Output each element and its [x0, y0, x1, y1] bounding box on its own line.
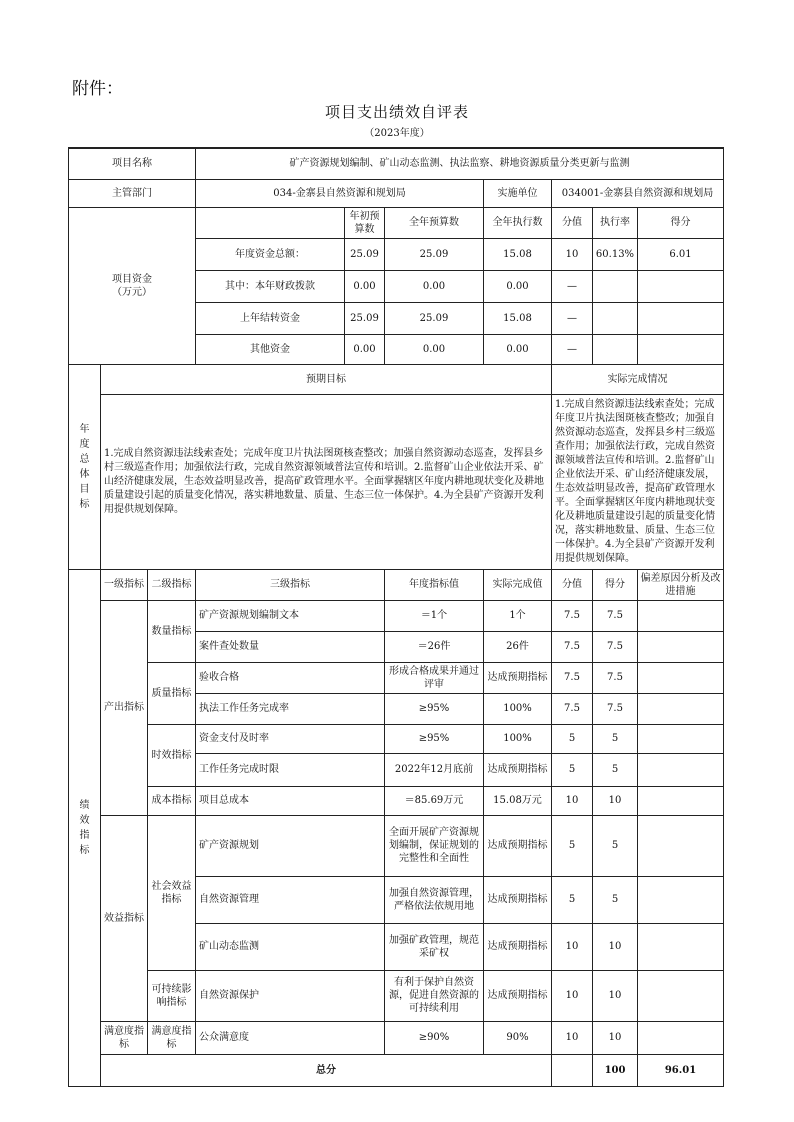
- total-blank: [552, 1054, 593, 1086]
- indicator-actual: 达成预期指标: [484, 753, 552, 786]
- funds-annual: 25.09: [385, 238, 484, 270]
- project-name-label: 项目名称: [69, 148, 196, 179]
- indicator-target: 加强自然资源管理，严格依法依规用地: [385, 876, 484, 923]
- goals-content-row: [69, 394, 724, 569]
- funds-rate: [593, 334, 638, 364]
- indicator-row: [69, 786, 724, 815]
- funds-score-value: —: [552, 302, 593, 334]
- indicator-value: 10: [552, 923, 593, 970]
- indicator-score: 7.5: [593, 662, 638, 693]
- indicator-name: 验收合格: [196, 662, 385, 693]
- indicator-name: 矿山动态监测: [196, 923, 385, 970]
- indicator-deviation: [638, 1021, 724, 1054]
- level2-quality: 质量指标: [148, 662, 196, 724]
- actual-goal-text: 1.完成自然资源违法线索查处；完成年度卫片执法图斑核查整改；加强自然资源动态巡查，发挥县乡村三级巡查作用；加强依法行政，完成自然资源领域普法宣传和培训。2.监督矿山企业依法开采、矿山经济健康发展，生态效益明显改善，提高矿政管理水平。全面掌握辖区年度内耕地现状变化及耕地质量建设引起的质量变化情况，落实耕地数量、质量、生态三位一体保护。4.为全县矿产资源开发利用提供规划保障。: [552, 394, 724, 569]
- indicator-score: 10: [593, 923, 638, 970]
- funds-executed: 15.08: [484, 238, 552, 270]
- indicator-deviation: [638, 815, 724, 876]
- header-deviation: 偏差原因分析及改进措施: [638, 569, 724, 600]
- total-score: 96.01: [638, 1054, 724, 1086]
- department-label: 主管部门: [69, 179, 196, 207]
- indicator-row: [69, 662, 724, 693]
- indicator-value: 7.5: [552, 662, 593, 693]
- funds-blank-header: [196, 207, 345, 238]
- total-label: 总分: [101, 1054, 552, 1086]
- indicator-name: 执法工作任务完成率: [196, 693, 385, 724]
- indicator-target: ＝26件: [385, 631, 484, 662]
- level2-quantity: 数量指标: [148, 600, 196, 662]
- funds-score: 6.01: [638, 238, 724, 270]
- indicator-target: 2022年12月底前: [385, 753, 484, 786]
- funds-row-name: 上年结转资金: [196, 302, 345, 334]
- attachment-label: 附件：: [72, 79, 123, 99]
- indicator-value: 10: [552, 1021, 593, 1054]
- header-target: 年度指标值: [385, 569, 484, 600]
- funds-initial: 25.09: [345, 238, 385, 270]
- indicator-row: [69, 815, 724, 876]
- indicator-actual: 90%: [484, 1021, 552, 1054]
- indicator-actual: 达成预期指标: [484, 876, 552, 923]
- funds-header-value: 分值: [552, 207, 593, 238]
- indicator-score: 5: [593, 815, 638, 876]
- indicator-score: 5: [593, 724, 638, 753]
- funds-header-score: 得分: [638, 207, 724, 238]
- funds-row-name: 年度资金总额：: [196, 238, 345, 270]
- goals-label: 年 度 总 体 目 标: [69, 364, 101, 569]
- indicator-deviation: [638, 923, 724, 970]
- indicator-score: 10: [593, 1021, 638, 1054]
- funds-executed: 0.00: [484, 334, 552, 364]
- funds-rate: [593, 302, 638, 334]
- expected-goal-text: 1.完成自然资源违法线索查处；完成年度卫片执法图斑核查整改；加强自然资源动态巡查，发挥县乡村三级巡查作用；加强依法行政，完成自然资源领域普法宣传和培训。2.监督矿山企业依法开采、矿山经济健康发展，生态效益明显改善，提高矿政管理水平。全面掌握辖区年度内耕地现状变化及耕地质量建设引起的质量变化情况，落实耕地数量、质量、生态三位一体保护。4.为全县矿产资源开发利用提供规划保障。: [101, 394, 552, 569]
- indicator-target: 形成合格成果并通过评审: [385, 662, 484, 693]
- indicator-score: 7.5: [593, 693, 638, 724]
- indicator-deviation: [638, 753, 724, 786]
- funds-rate: [593, 270, 638, 302]
- indicator-value: 7.5: [552, 600, 593, 631]
- indicator-name: 矿产资源规划: [196, 815, 385, 876]
- funds-header-initial: 年初预算数: [345, 207, 385, 238]
- indicator-deviation: [638, 724, 724, 753]
- indicator-row: [69, 724, 724, 753]
- indicator-score: 5: [593, 876, 638, 923]
- funds-row-name: 其他资金: [196, 334, 345, 364]
- indicator-value: 10: [552, 786, 593, 815]
- indicator-name: 工作任务完成时限: [196, 753, 385, 786]
- page-title: 项目支出绩效自评表: [324, 103, 469, 121]
- funds-score: [638, 302, 724, 334]
- funds-score: [638, 334, 724, 364]
- indicator-score: 5: [593, 753, 638, 786]
- indicator-name: 自然资源保护: [196, 970, 385, 1021]
- funds-executed: 0.00: [484, 270, 552, 302]
- indicator-actual: 1个: [484, 600, 552, 631]
- indicator-target: 全面开展矿产资源规划编制，保证规划的完整性和全面性: [385, 815, 484, 876]
- total-row: [69, 1054, 724, 1086]
- indicator-name: 自然资源管理: [196, 876, 385, 923]
- funds-row-name: 其中：本年财政拨款: [196, 270, 345, 302]
- funds-label: 项目资金 （万元）: [69, 207, 196, 364]
- indicators-label: 绩 效 指 标: [69, 569, 101, 1086]
- indicator-actual: 达成预期指标: [484, 815, 552, 876]
- department-row: [69, 179, 724, 207]
- indicator-value: 5: [552, 753, 593, 786]
- funds-score-value: —: [552, 334, 593, 364]
- funds-header-row: [69, 207, 724, 238]
- level2-timeliness: 时效指标: [148, 724, 196, 786]
- indicator-actual: 达成预期指标: [484, 970, 552, 1021]
- level1-benefit: 效益指标: [101, 815, 148, 1021]
- indicator-name: 项目总成本: [196, 786, 385, 815]
- indicator-deviation: [638, 876, 724, 923]
- indicator-target: ＝85.69万元: [385, 786, 484, 815]
- funds-header-annual: 全年预算数: [385, 207, 484, 238]
- indicator-target: ≥90%: [385, 1021, 484, 1054]
- level1-output: 产出指标: [101, 600, 148, 815]
- level2-social: 社会效益指标: [148, 815, 196, 970]
- level2-sustainable: 可持续影响指标: [148, 970, 196, 1021]
- indicator-target: 有利于保护自然资源，促进自然资源的可持续利用: [385, 970, 484, 1021]
- level2-satisfaction: 满意度指标: [148, 1021, 196, 1054]
- indicator-target: ＝1个: [385, 600, 484, 631]
- total-value: 100: [593, 1054, 638, 1086]
- indicator-name: 资金支付及时率: [196, 724, 385, 753]
- indicator-row: [69, 600, 724, 631]
- funds-rate: 60.13%: [593, 238, 638, 270]
- impl-unit-label: 实施单位: [484, 179, 552, 207]
- header-level2: 二级指标: [148, 569, 196, 600]
- indicator-value: 10: [552, 970, 593, 1021]
- funds-annual: 25.09: [385, 302, 484, 334]
- funds-annual: 0.00: [385, 334, 484, 364]
- funds-header-rate: 执行率: [593, 207, 638, 238]
- indicator-deviation: [638, 970, 724, 1021]
- indicator-actual: 15.08万元: [484, 786, 552, 815]
- indicator-value: 7.5: [552, 693, 593, 724]
- funds-initial: 0.00: [345, 334, 385, 364]
- year-subtitle: （2023年度）: [364, 128, 430, 139]
- level2-cost: 成本指标: [148, 786, 196, 815]
- header-level1: 一级指标: [101, 569, 148, 600]
- indicator-actual: 达成预期指标: [484, 923, 552, 970]
- level1-satisfaction: 满意度指标: [101, 1021, 148, 1054]
- indicator-row: [69, 970, 724, 1021]
- indicator-actual: 100%: [484, 693, 552, 724]
- indicator-deviation: [638, 662, 724, 693]
- performance-table: [68, 147, 724, 1087]
- header-score: 得分: [593, 569, 638, 600]
- project-name-row: [69, 148, 724, 179]
- department-value: 034-金寨县自然资源和规划局: [196, 179, 484, 207]
- indicator-target: ≥95%: [385, 693, 484, 724]
- funds-initial: 0.00: [345, 270, 385, 302]
- indicator-value: 5: [552, 876, 593, 923]
- indicator-deviation: [638, 693, 724, 724]
- indicator-row: [69, 1021, 724, 1054]
- expected-goal-header: 预期目标: [101, 364, 552, 394]
- indicator-name: 矿产资源规划编制文本: [196, 600, 385, 631]
- impl-unit-value: 034001-金寨县自然资源和规划局: [552, 179, 724, 207]
- indicator-target: 加强矿政管理，规范采矿权: [385, 923, 484, 970]
- header-level3: 三级指标: [196, 569, 385, 600]
- indicator-deviation: [638, 786, 724, 815]
- indicator-actual: 达成预期指标: [484, 662, 552, 693]
- funds-annual: 0.00: [385, 270, 484, 302]
- header-actual: 实际完成值: [484, 569, 552, 600]
- indicator-value: 7.5: [552, 631, 593, 662]
- indicator-deviation: [638, 600, 724, 631]
- indicator-name: 案件查处数量: [196, 631, 385, 662]
- indicator-name: 公众满意度: [196, 1021, 385, 1054]
- indicator-score: 10: [593, 970, 638, 1021]
- indicator-target: ≥95%: [385, 724, 484, 753]
- funds-executed: 15.08: [484, 302, 552, 334]
- funds-initial: 25.09: [345, 302, 385, 334]
- funds-score-value: 10: [552, 238, 593, 270]
- header-value: 分值: [552, 569, 593, 600]
- indicator-deviation: [638, 631, 724, 662]
- indicator-score: 7.5: [593, 600, 638, 631]
- funds-header-executed: 全年执行数: [484, 207, 552, 238]
- funds-score-value: —: [552, 270, 593, 302]
- indicator-value: 5: [552, 724, 593, 753]
- indicator-score: 10: [593, 786, 638, 815]
- project-name-value: 矿产资源规划编制、矿山动态监测、执法监察、耕地资源质量分类更新与监测: [196, 148, 724, 179]
- indicator-header-row: [69, 569, 724, 600]
- indicator-score: 7.5: [593, 631, 638, 662]
- indicator-value: 5: [552, 815, 593, 876]
- indicator-actual: 100%: [484, 724, 552, 753]
- funds-score: [638, 270, 724, 302]
- actual-goal-header: 实际完成情况: [552, 364, 724, 394]
- goals-header-row: [69, 364, 724, 394]
- indicator-actual: 26件: [484, 631, 552, 662]
